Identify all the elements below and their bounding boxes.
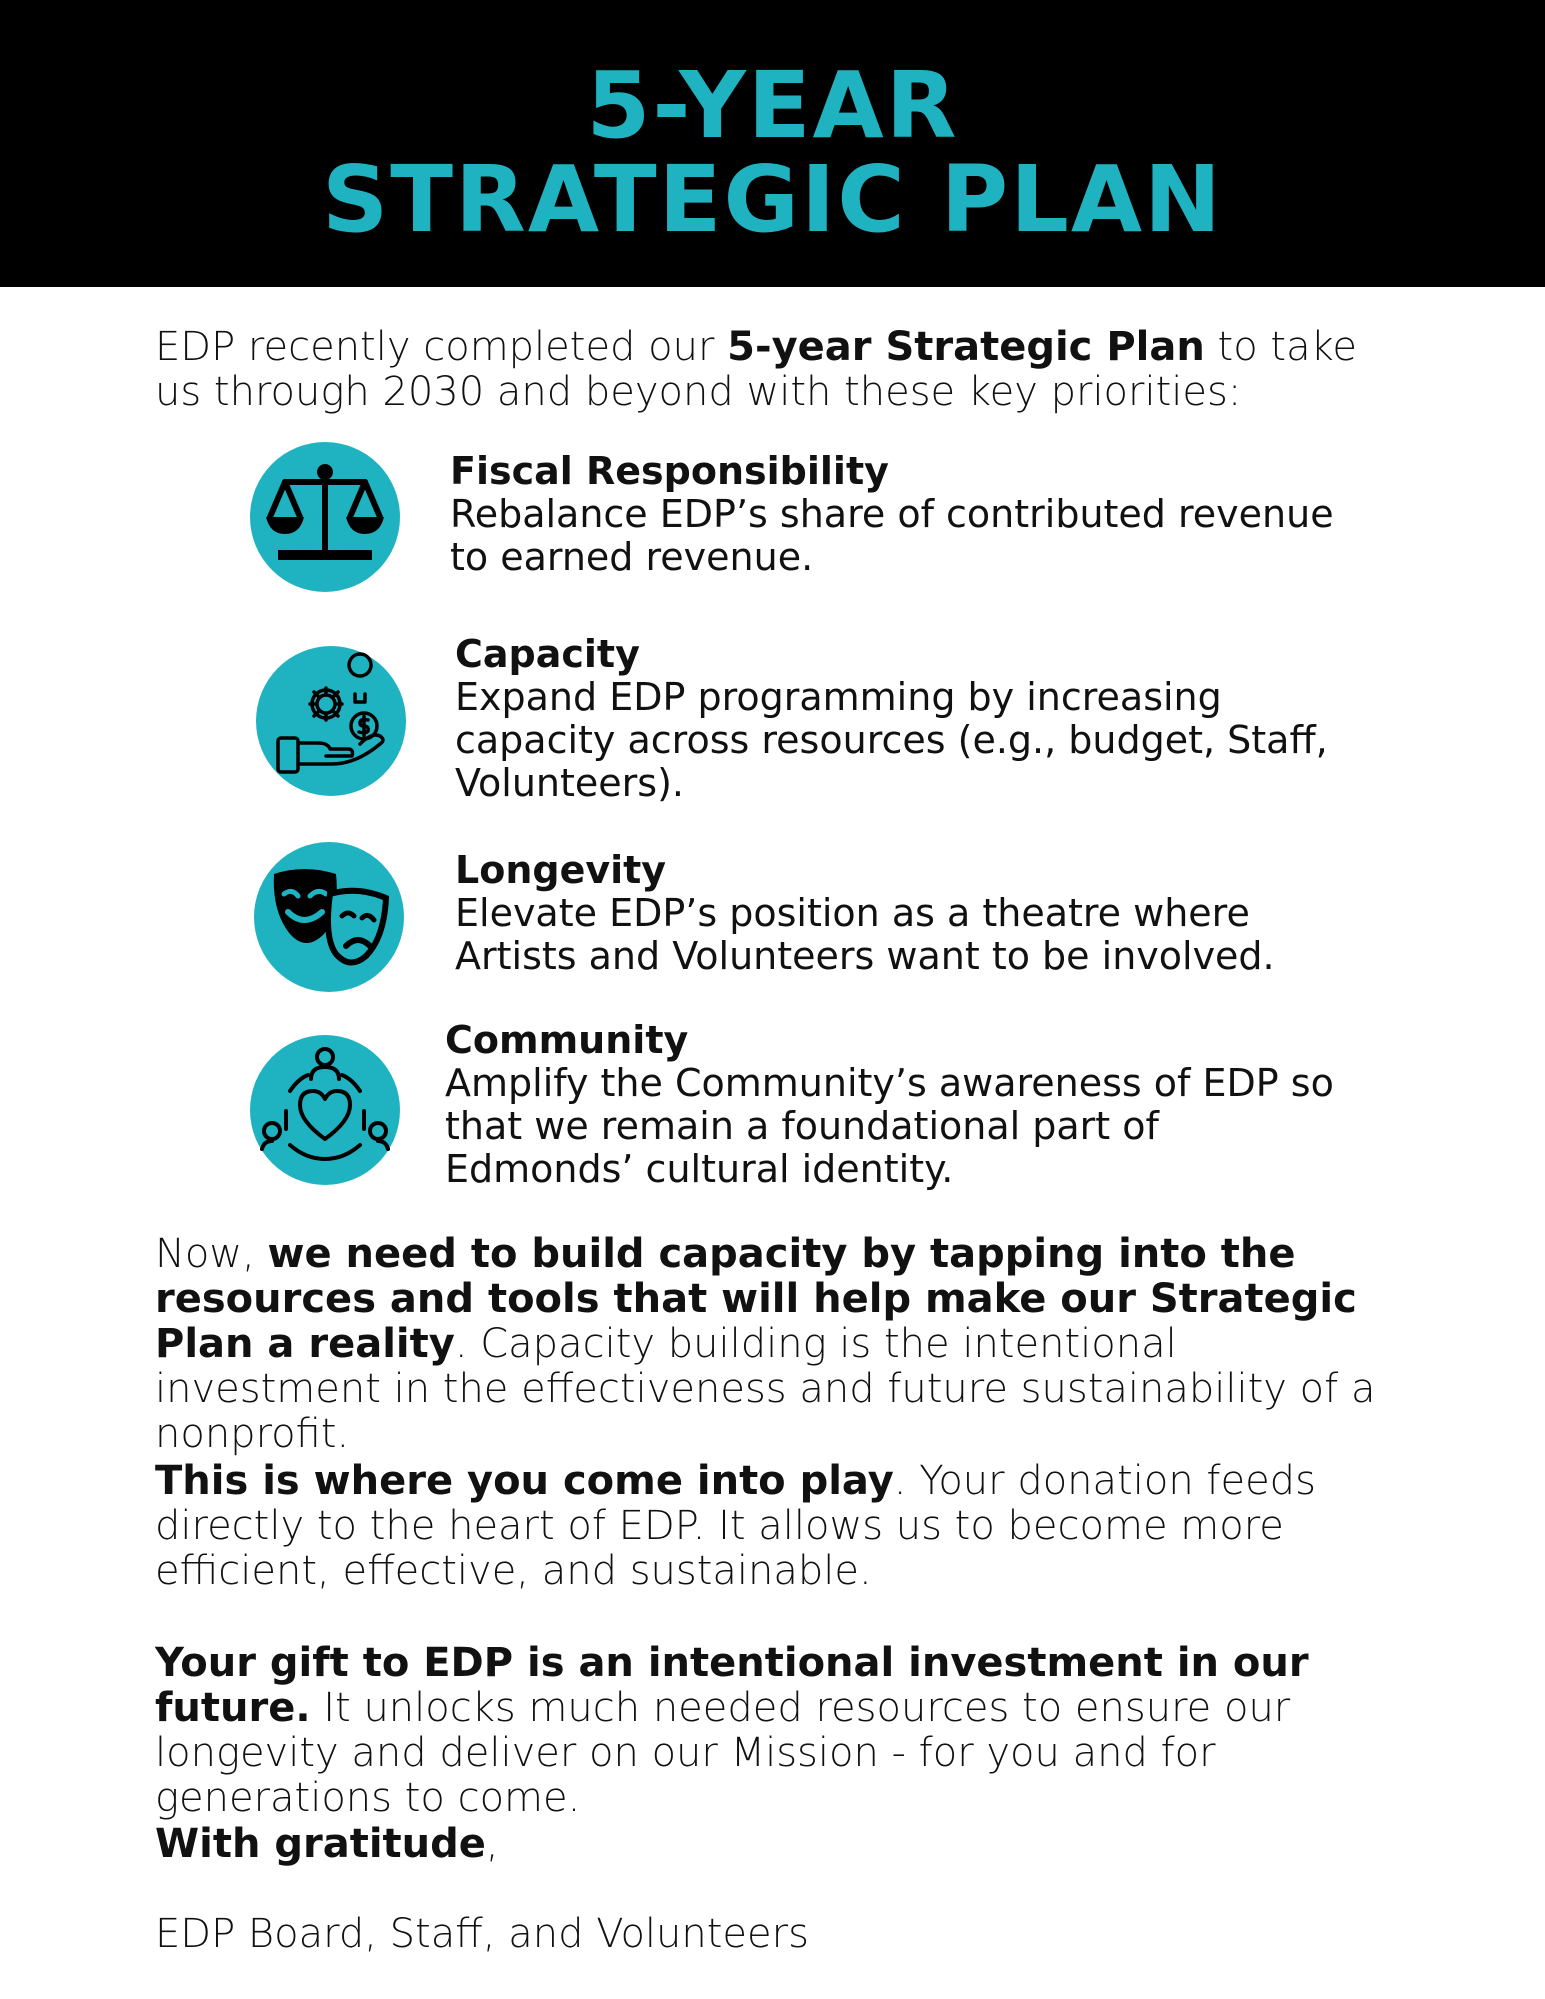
closing-salutation xyxy=(155,1822,1405,1867)
priority-community xyxy=(445,1019,1345,1191)
priority-fiscal xyxy=(450,450,1350,579)
priority-longevity xyxy=(455,849,1355,978)
play-paragraph xyxy=(155,1459,1405,1594)
priority-text: Expand EDP programming by increasing capacity across resources (e.g., budget, Staff, Volunteers). xyxy=(455,675,1328,805)
now-lead: Now, xyxy=(155,1231,268,1277)
now-bold: we need to build capacity by tapping into the resources and tools that will help make our Strategic Plan a reality xyxy=(155,1231,1357,1367)
play-text: . Your donation feeds directly to the heart of EDP. It allows us to become more efficient, effective, and sustainable. xyxy=(155,1458,1316,1594)
priority-title: Fiscal Responsibility xyxy=(450,449,889,493)
page-title-line1: 5-YEAR xyxy=(586,52,959,159)
priority-text: Rebalance EDP’s share of contributed revenue to earned revenue. xyxy=(450,492,1334,579)
priority-capacity xyxy=(455,633,1355,805)
play-bold: This is where you come into play xyxy=(155,1458,894,1504)
intro-bold: 5-year Strategic Plan xyxy=(727,324,1205,370)
hand-gear-money-icon xyxy=(256,646,406,796)
intro-paragraph xyxy=(155,325,1405,415)
gift-bold: Your gift to EDP is an intentional investment in our future. xyxy=(155,1640,1309,1731)
priority-title: Longevity xyxy=(455,848,667,892)
scales-icon xyxy=(250,442,400,592)
closing-comma: , xyxy=(485,1821,499,1867)
priority-text: Elevate EDP’s position as a theatre where Artists and Volunteers want to be involved. xyxy=(455,891,1275,978)
signature: EDP Board, Staff, and Volunteers xyxy=(155,1911,809,1957)
priority-text: Amplify the Community’s awareness of EDP so that we remain a foundational part of Edmonds’ cultural identity. xyxy=(445,1061,1334,1191)
gift-text: It unlocks much needed resources to ensure our longevity and deliver on our Mission - for you and for generations to come. xyxy=(155,1685,1291,1821)
page-title-line2: STRATEGIC PLAN xyxy=(321,146,1224,253)
community-heart-icon xyxy=(250,1035,400,1185)
intro-text-end: to take us through 2030 and beyond with these key priorities: xyxy=(155,324,1357,415)
priority-title: Capacity xyxy=(455,632,640,676)
now-paragraph xyxy=(155,1232,1405,1457)
intro-text: EDP recently completed our xyxy=(155,324,728,370)
header-banner xyxy=(0,0,1545,287)
gift-paragraph xyxy=(155,1641,1405,1821)
closing-bold: With gratitude xyxy=(155,1821,486,1867)
priority-title: Community xyxy=(445,1018,689,1062)
theatre-masks-icon xyxy=(254,842,404,992)
now-text: . Capacity building is the intentional investment in the effectiveness and future sustainability of a nonprofit. xyxy=(155,1321,1376,1457)
